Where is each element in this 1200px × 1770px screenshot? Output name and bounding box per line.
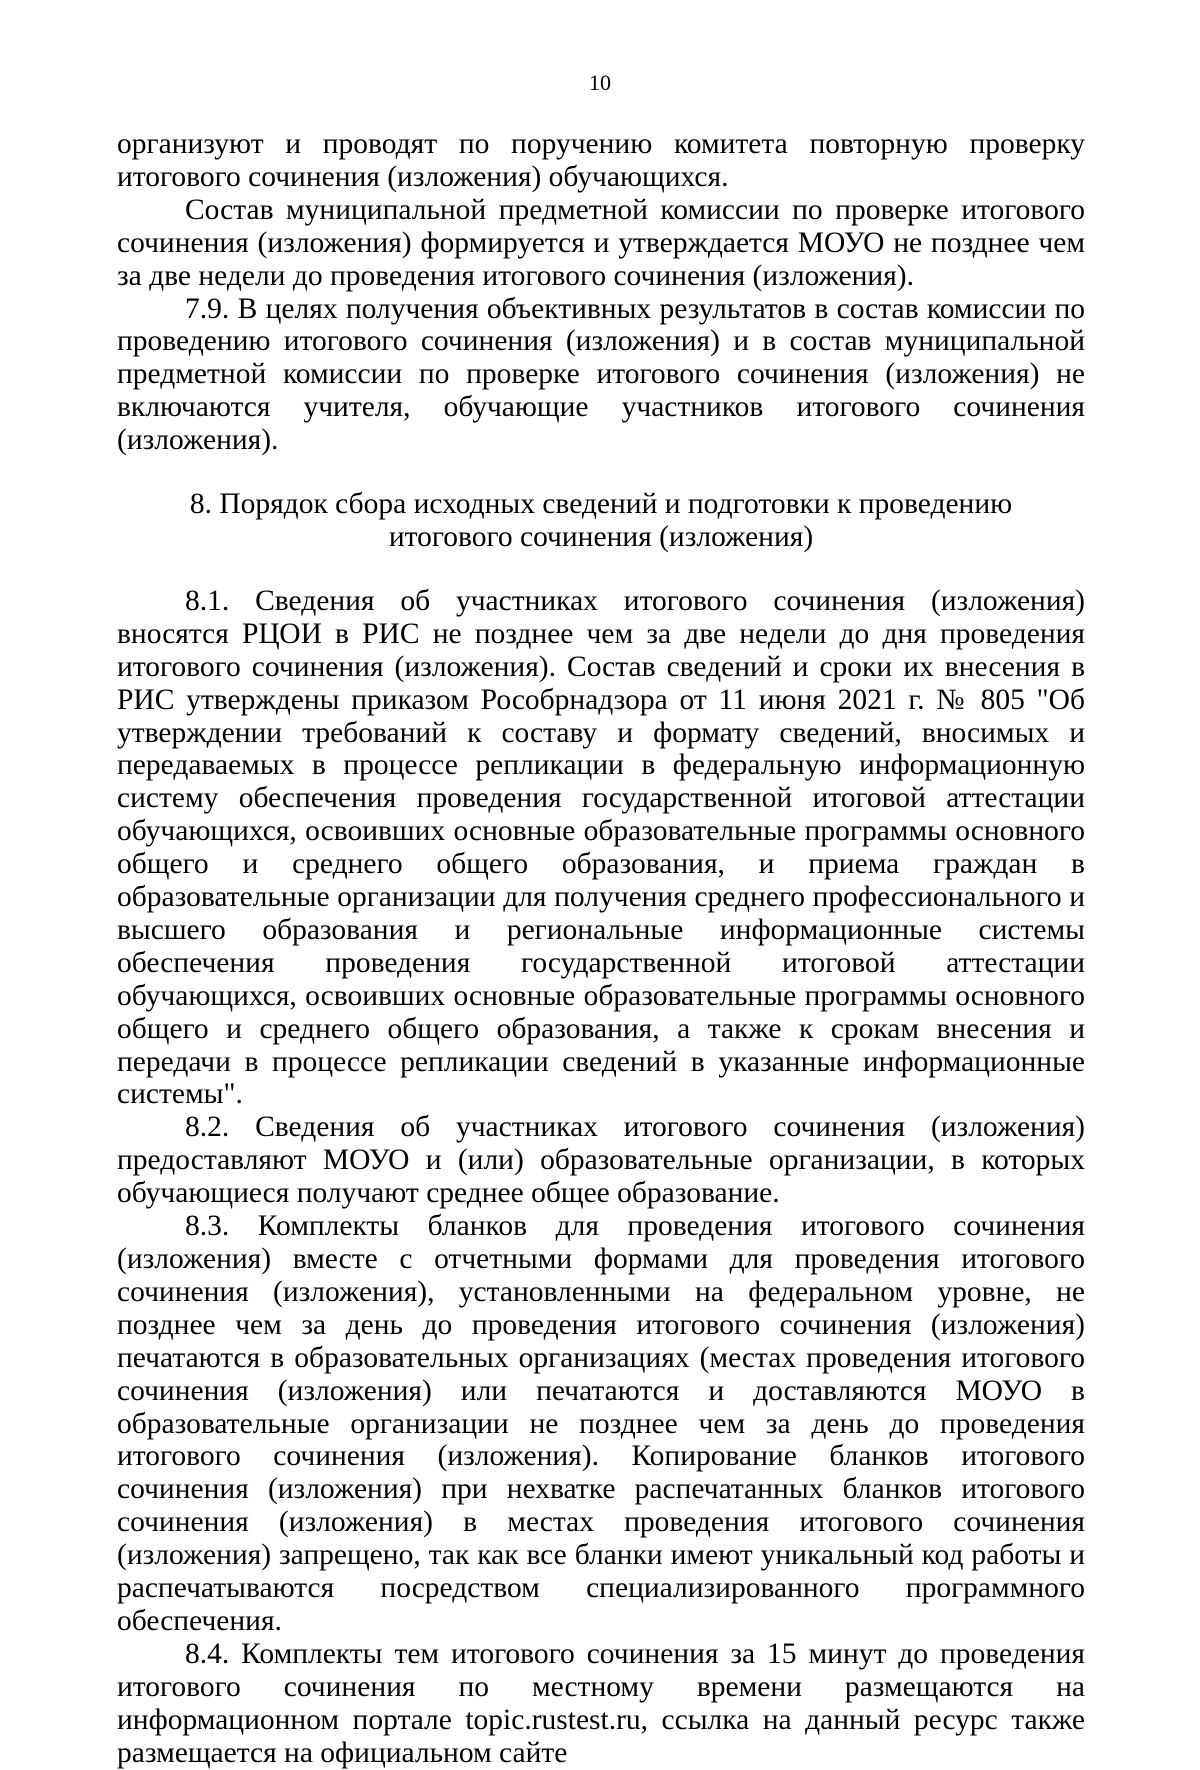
paragraph-8-4: 8.4. Комплекты тем итогового сочинения за 15 минут до проведения итогового сочинения по местному времени размещаются на информационном портале topic.rustest.ru, ссылка на данный ресурс также размещается на официальном сайте — [117, 1637, 1085, 1769]
paragraph-8-2: 8.2. Сведения об участниках итогового сочинения (изложения) предоставляют МОУО и (или) образовательные организации, в которых обучающиеся получают среднее общее образование. — [117, 1111, 1085, 1210]
paragraph-7-9: 7.9. В целях получения объективных результатов в состав комиссии по проведению итогового сочинения (изложения) и в состав муниципальной предметной комиссии по проверке итогового сочинения (изложения) не включаются учителя, обучающие участников итогового сочинения (изложения). — [117, 292, 1085, 457]
paragraph-8-3: 8.3. Комплекты бланков для проведения итогового сочинения (изложения) вместе с отчетными формами для проведения итогового сочинения (изложения), установленными на федеральном уровне, не позднее чем за день до проведения итогового сочинения (изложения) печатаются в образовательных организациях (местах проведения итогового сочинения (изложения) или печатаются и доставляются МОУО в образовательные организации не позднее чем за день до проведения итогового сочинения (изложения). Копирование бланков итогового сочинения (изложения) при нехватке распечатанных бланков итогового сочинения (изложения) в местах проведения итогового сочинения (изложения) запрещено, так как все бланки имеют уникальный код работы и распечатываются посредством специализированного программного обеспечения. — [117, 1210, 1085, 1637]
page-number: 10 — [589, 70, 611, 95]
section-heading-line-1: 8. Порядок сбора исходных сведений и подготовки к проведению — [189, 488, 1013, 521]
section-heading — [117, 488, 1085, 554]
paragraph-continuation: организуют и проводят по поручению комитета повторную проверку итогового сочинения (изложения) обучающихся. — [117, 128, 1085, 193]
document-body — [117, 128, 1085, 1770]
section-heading-line-2: итогового сочинения (изложения) — [388, 520, 814, 553]
paragraph-commission-composition: Состав муниципальной предметной комиссии по проверке итогового сочинения (изложения) формируется и утверждается МОУО не позднее чем за две недели до проведения итогового сочинения (изложения). — [117, 193, 1085, 292]
paragraph-8-1: 8.1. Сведения об участниках итогового сочинения (изложения) вносятся РЦОИ в РИС не позднее чем за две недели до дня проведения итогового сочинения (изложения). Состав сведений и сроки их внесения в РИС утверждены приказом Рособрнадзора от 11 июня 2021 г. № 805 "Об утверждении требований к составу и формату сведений, вносимых и передаваемых в процессе репликации в федеральную информационную систему обеспечения проведения государственной итоговой аттестации обучающихся, освоивших основные образовательные программы основного общего и среднего общего образования, и приема граждан в образовательные организации для получения среднего профессионального и высшего образования и региональные информационные системы обеспечения проведения государственной итоговой аттестации обучающихся, освоивших основные образовательные программы основного общего и среднего общего образования, а также к срокам внесения и передачи в процессе репликации сведений в указанные информационные системы". — [117, 584, 1085, 1111]
